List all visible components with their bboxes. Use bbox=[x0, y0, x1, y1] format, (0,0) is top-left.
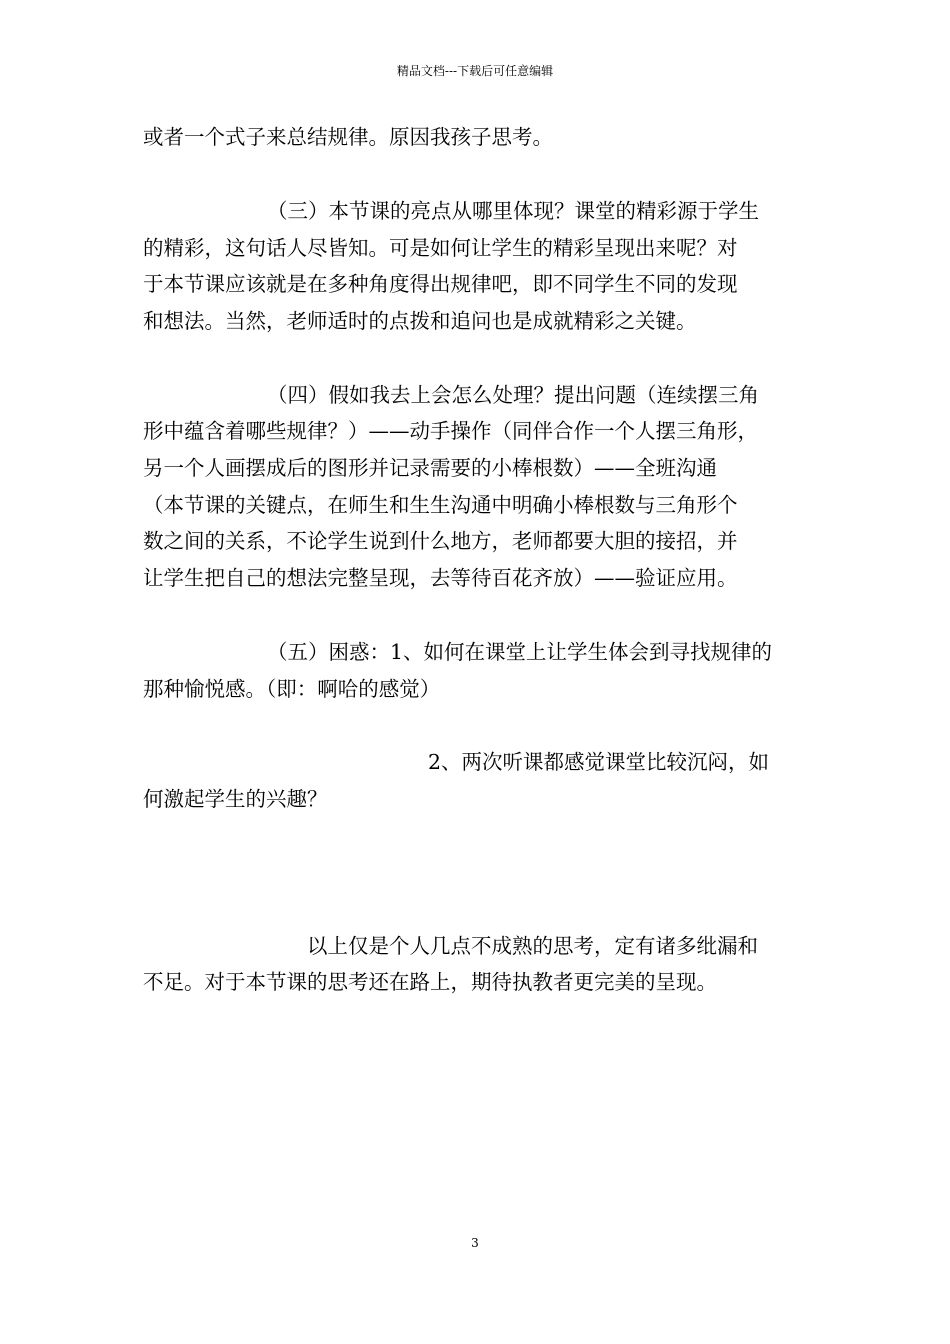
paragraph-5-line-1: 2、两次听课都感觉课堂比较沉闷，如 bbox=[428, 750, 770, 774]
paragraph-2-line-4: 和想法。当然，老师适时的点拨和追问也是成就精彩之关键。 bbox=[143, 309, 697, 333]
paragraph-6-line-2: 不足。对于本节课的思考还在路上，期待执教者更完美的呈现。 bbox=[143, 970, 717, 994]
paragraph-4-line-2: 那种愉悦感。（即：啊哈的感觉） bbox=[143, 677, 441, 701]
page-header: 精品文档---下载后可任意编辑 bbox=[396, 64, 554, 78]
paragraph-1-line-1: 或者一个式子来总结规律。原因我孩子思考。 bbox=[143, 125, 553, 149]
paragraph-6-line-1: 以上仅是个人几点不成熟的思考，定有诸多纰漏和 bbox=[307, 934, 758, 958]
paragraph-3-line-3: 另一个人画摆成后的图形并记录需要的小棒根数）——全班沟通 bbox=[143, 456, 717, 480]
paragraph-3-line-1: （四）假如我去上会怎么处理？提出问题（连续摆三角 bbox=[267, 383, 759, 407]
paragraph-2-line-1: （三）本节课的亮点从哪里体现？课堂的精彩源于学生 bbox=[267, 199, 759, 223]
paragraph-3-line-6: 让学生把自己的想法完整呈现，去等待百花齐放）——验证应用。 bbox=[143, 566, 738, 590]
paragraph-5-line-2: 何激起学生的兴趣？ bbox=[143, 787, 328, 811]
paragraph-3-line-5: 数之间的关系，不论学生说到什么地方，老师都要大胆的接招，并 bbox=[143, 529, 738, 553]
paragraph-4-line-1: （五）困惑：1、如何在课堂上让学生体会到寻找规律的 bbox=[267, 640, 773, 664]
paragraph-2-line-2: 的精彩，这句话人尽皆知。可是如何让学生的精彩呈现出来呢？对 bbox=[143, 236, 738, 260]
paragraph-3-line-2: 形中蕴含着哪些规律？）——动手操作（同伴合作一个人摆三角形， bbox=[143, 419, 758, 443]
paragraph-3-line-4: （本节课的关键点，在师生和生生沟通中明确小棒根数与三角形个 bbox=[143, 493, 738, 517]
paragraph-2-line-3: 于本节课应该就是在多种角度得出规律吧，即不同学生不同的发现 bbox=[143, 272, 738, 296]
page-number: 3 bbox=[471, 1236, 479, 1250]
